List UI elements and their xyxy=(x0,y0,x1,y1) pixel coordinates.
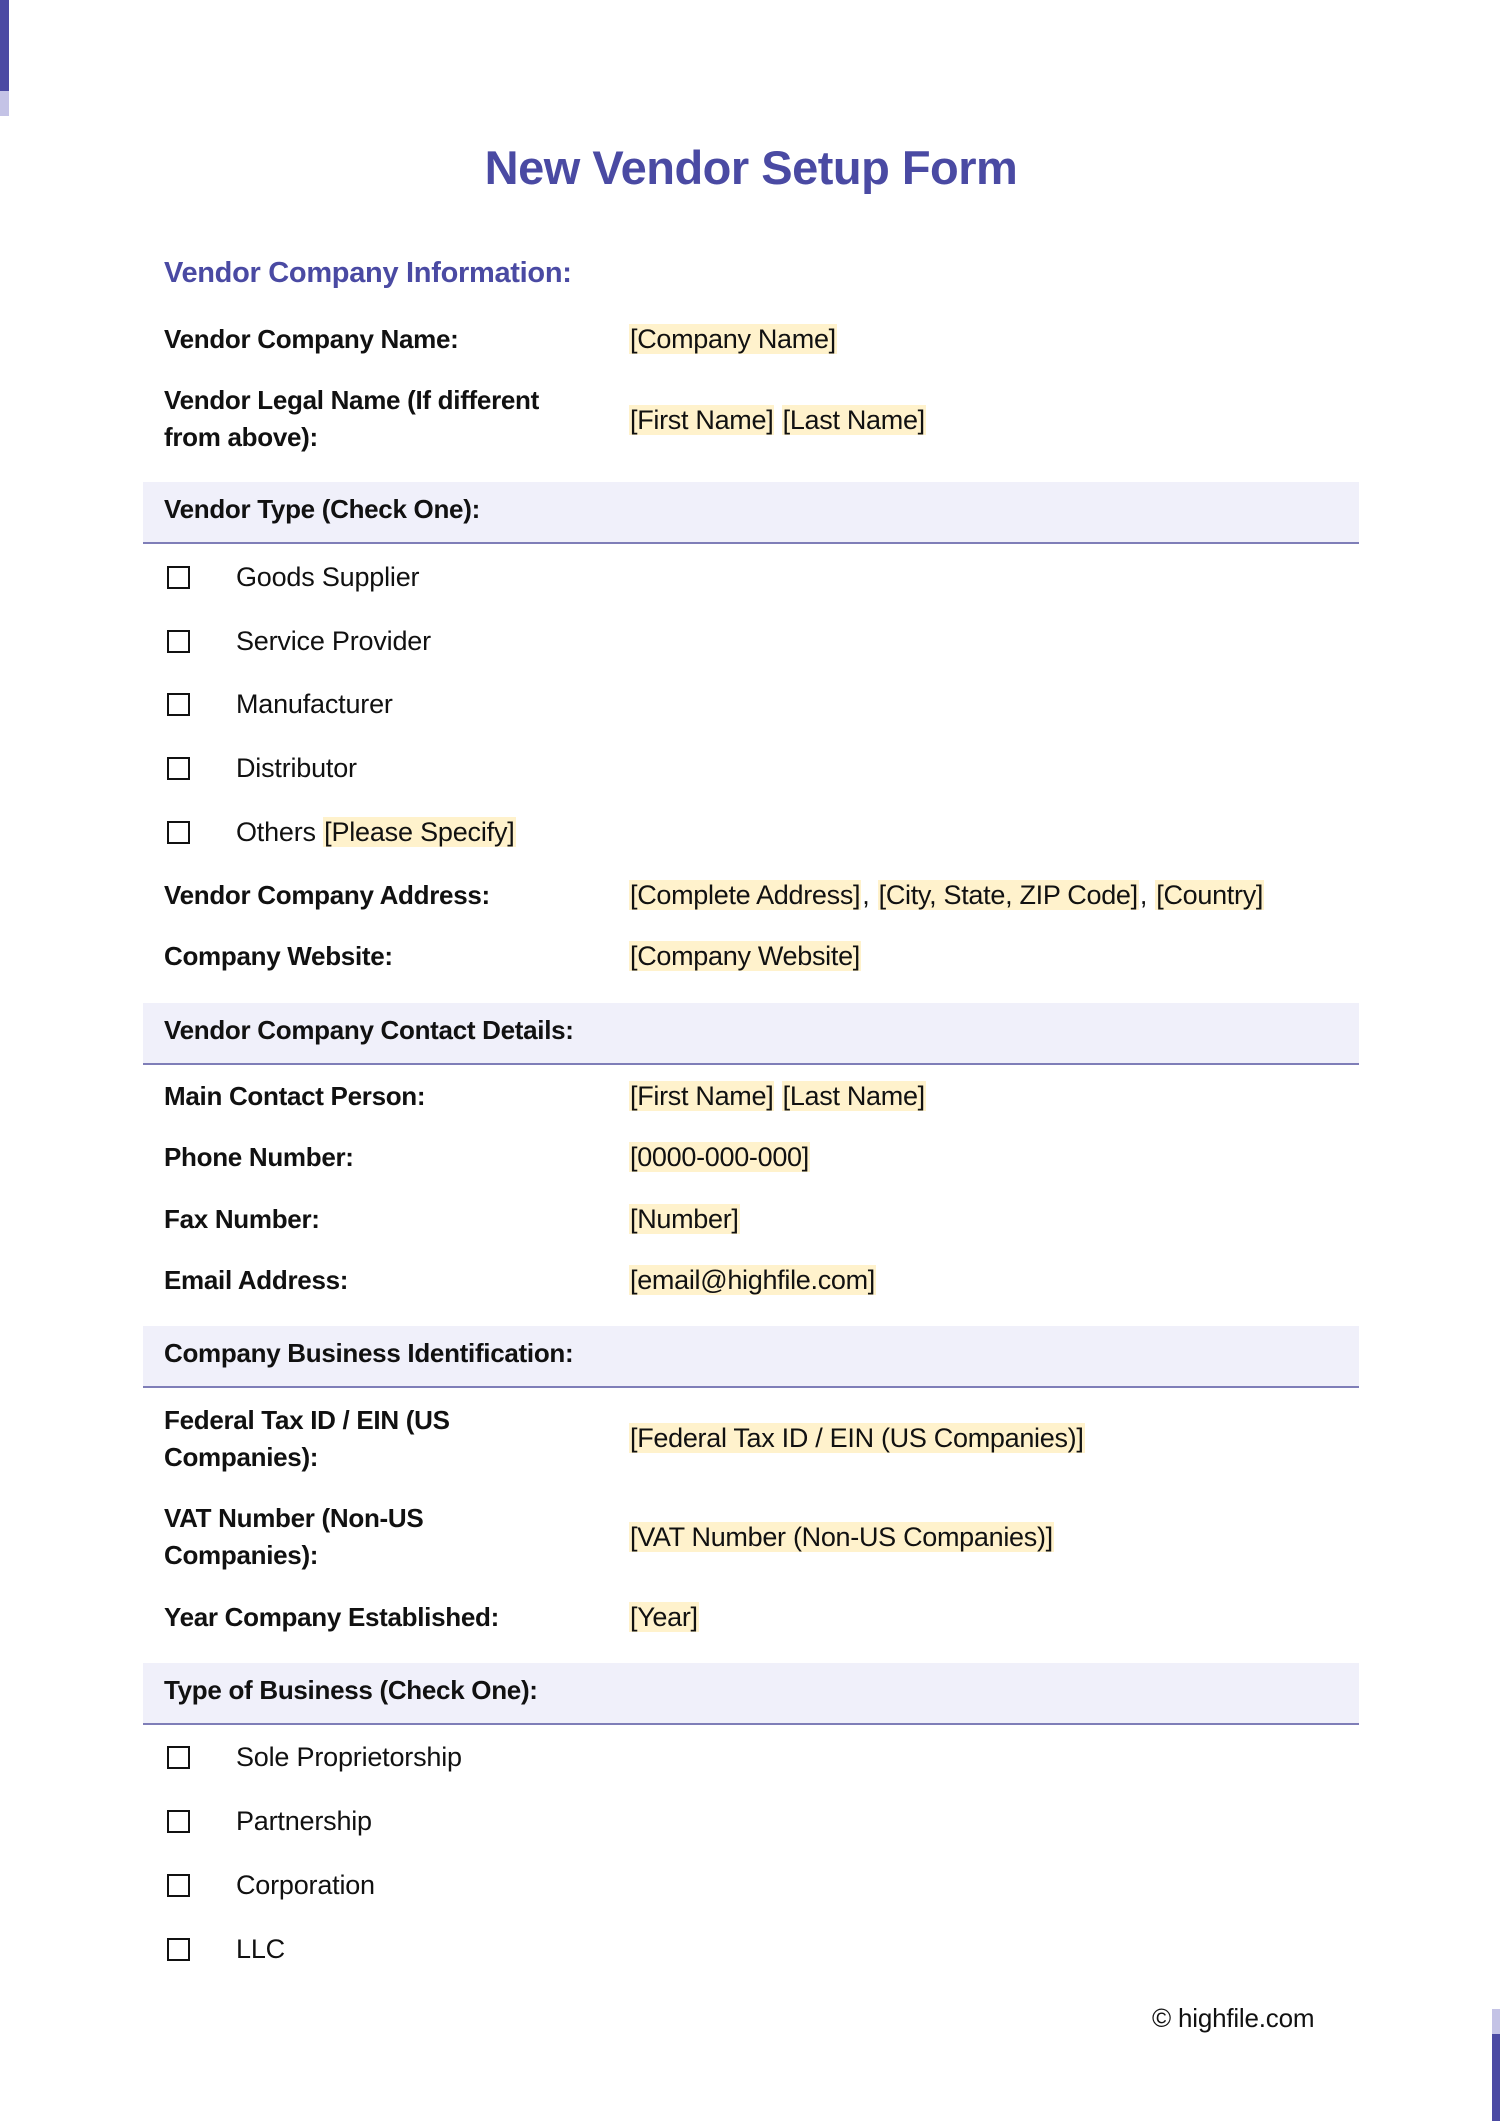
placeholder-company-website[interactable]: [Company Website] xyxy=(630,941,861,971)
section-band-contact xyxy=(143,1003,1359,1065)
checkbox-label xyxy=(236,814,516,850)
placeholder-last-name[interactable]: [Last Name] xyxy=(782,405,925,435)
footer-copyright: © highfile.com xyxy=(1152,2003,1315,2033)
checkbox-label: Partnership xyxy=(236,1806,372,1836)
placeholder-country[interactable]: [Country] xyxy=(1156,880,1264,910)
placeholder-email[interactable]: [email@highfile.com] xyxy=(630,1265,876,1295)
section-band-business-id xyxy=(143,1326,1359,1388)
checkbox-icon[interactable] xyxy=(167,693,190,716)
checkbox-icon[interactable] xyxy=(167,1810,190,1833)
section-band-business-type xyxy=(143,1663,1359,1725)
placeholder-last-name[interactable]: [Last Name] xyxy=(782,1081,925,1111)
checkbox-label: Corporation xyxy=(236,1870,375,1900)
checkbox-icon[interactable] xyxy=(167,566,190,589)
placeholder-first-name[interactable]: [First Name] xyxy=(630,405,774,435)
field-value[interactable] xyxy=(629,1262,876,1298)
placeholder-federal-tax-id[interactable]: [Federal Tax ID / EIN (US Companies)] xyxy=(630,1423,1084,1453)
section-band-vendor-type xyxy=(143,482,1359,544)
field-label: Federal Tax ID / EIN (US Companies): xyxy=(164,1405,450,1472)
placeholder-first-name[interactable]: [First Name] xyxy=(630,1081,774,1111)
field-label: Main Contact Person: xyxy=(164,1081,426,1111)
field-value[interactable] xyxy=(629,1519,1054,1555)
section-band-label: Vendor Type (Check One): xyxy=(164,494,480,524)
checkbox-icon[interactable] xyxy=(167,821,190,844)
section-band-label: Company Business Identification: xyxy=(164,1338,574,1368)
placeholder-fax[interactable]: [Number] xyxy=(630,1204,739,1234)
others-label: Others xyxy=(236,817,316,847)
placeholder-year[interactable]: [Year] xyxy=(630,1602,698,1632)
checkbox-label: Manufacturer xyxy=(236,689,393,719)
corner-accent-top-dark xyxy=(0,0,9,91)
placeholder-company-name[interactable]: [Company Name] xyxy=(630,324,836,354)
field-value[interactable] xyxy=(629,877,1264,913)
field-label: Vendor Company Address: xyxy=(164,880,490,910)
section-band-label: Type of Business (Check One): xyxy=(164,1675,538,1705)
corner-accent-bottom-light xyxy=(1492,2009,1500,2034)
corner-accent-top-light xyxy=(0,91,9,116)
checkbox-label: Goods Supplier xyxy=(236,562,420,592)
field-value[interactable] xyxy=(629,1078,926,1114)
placeholder-vat-number[interactable]: [VAT Number (Non-US Companies)] xyxy=(630,1522,1053,1552)
field-value[interactable] xyxy=(629,1420,1085,1456)
checkbox-icon[interactable] xyxy=(167,1938,190,1961)
field-value[interactable] xyxy=(629,321,837,357)
placeholder-please-specify[interactable]: [Please Specify] xyxy=(324,817,515,847)
checkbox-label: Sole Proprietorship xyxy=(236,1742,462,1772)
field-value[interactable] xyxy=(629,1139,810,1175)
section-band-label: Vendor Company Contact Details: xyxy=(164,1015,574,1045)
page-title: New Vendor Setup Form xyxy=(484,141,1018,194)
field-label: Email Address: xyxy=(164,1265,349,1295)
field-label: Company Website: xyxy=(164,941,393,971)
section-heading-company-info: Vendor Company Information: xyxy=(164,257,572,289)
separator: , xyxy=(862,880,870,910)
checkbox-label: LLC xyxy=(236,1934,285,1964)
field-label: Fax Number: xyxy=(164,1204,320,1234)
placeholder-complete-address[interactable]: [Complete Address] xyxy=(630,880,861,910)
checkbox-icon[interactable] xyxy=(167,630,190,653)
field-value[interactable] xyxy=(629,1599,699,1635)
field-label: Vendor Company Name: xyxy=(164,324,459,354)
separator: , xyxy=(1139,880,1148,910)
placeholder-phone[interactable]: [0000-000-000] xyxy=(630,1142,809,1172)
field-label: Vendor Legal Name (If different from above): xyxy=(164,385,539,452)
field-label: VAT Number (Non-US Companies): xyxy=(164,1503,424,1570)
field-label: Year Company Established: xyxy=(164,1602,499,1632)
corner-accent-bottom-dark xyxy=(1492,2034,1500,2121)
field-value[interactable] xyxy=(629,938,861,974)
checkbox-icon[interactable] xyxy=(167,757,190,780)
checkbox-icon[interactable] xyxy=(167,1874,190,1897)
checkbox-icon[interactable] xyxy=(167,1746,190,1769)
field-value[interactable] xyxy=(629,402,926,438)
field-value[interactable] xyxy=(629,1201,740,1237)
checkbox-label: Service Provider xyxy=(236,626,431,656)
placeholder-city-state-zip[interactable]: [City, State, ZIP Code] xyxy=(878,880,1138,910)
field-label: Phone Number: xyxy=(164,1142,354,1172)
checkbox-label: Distributor xyxy=(236,753,357,783)
